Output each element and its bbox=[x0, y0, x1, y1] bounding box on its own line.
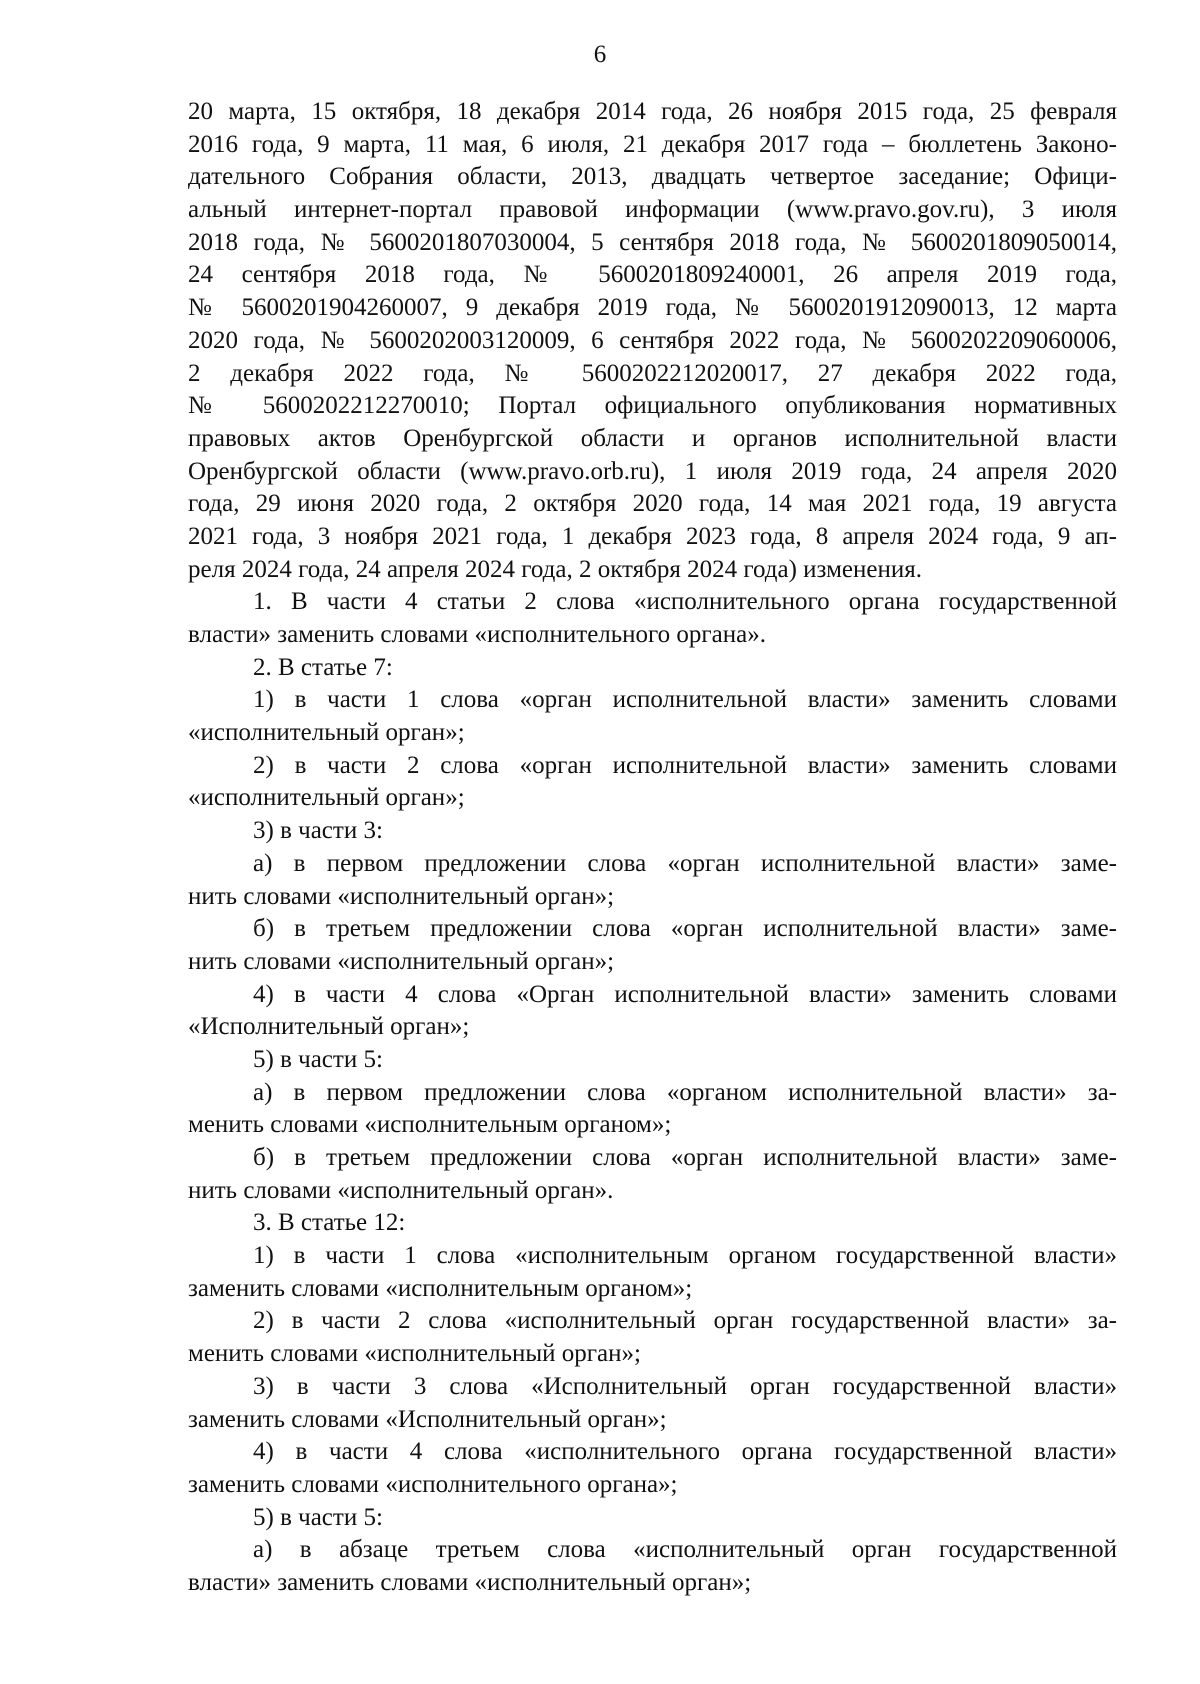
text-line: 2 декабря 2022 года, № 5600202212020017, 27 декабря 2022 года, bbox=[188, 359, 1117, 387]
text-line: «исполнительный орган»; bbox=[188, 784, 465, 812]
text-line: «исполнительный орган»; bbox=[188, 719, 465, 747]
text-line: менить словами «исполнительный орган»; bbox=[188, 1340, 641, 1368]
text-line: № 5600202212270010; Портал официального опубликования нормативных bbox=[188, 392, 1117, 420]
text-line: дательного Собрания области, 2013, двадцать четвертое заседание; Офици- bbox=[188, 163, 1117, 191]
text-line: а) в первом предложении слова «орган исполнительной власти» заме- bbox=[253, 849, 1117, 877]
text-line: № 5600201904260007, 9 декабря 2019 года, № 5600201912090013, 12 марта bbox=[188, 294, 1117, 322]
text-line: 2) в части 2 слова «исполнительный орган государственной власти» за- bbox=[253, 1307, 1117, 1335]
page-number: 6 bbox=[593, 41, 607, 68]
text-line: 5) в части 5: bbox=[253, 1503, 383, 1531]
text-line: Оренбургской области (www.pravo.orb.ru), 1 июля 2019 года, 24 апреля 2020 bbox=[188, 457, 1117, 485]
text-line: правовых актов Оренбургской области и органов исполнительной власти bbox=[188, 424, 1117, 452]
text-line: 5) в части 5: bbox=[253, 1045, 383, 1073]
text-line: заменить словами «исполнительным органом»; bbox=[188, 1274, 693, 1302]
text-line: 2021 года, 3 ноября 2021 года, 1 декабря 2023 года, 8 апреля 2024 года, 9 ап- bbox=[188, 522, 1117, 550]
text-line: менить словами «исполнительным органом»; bbox=[188, 1111, 672, 1139]
text-line: 3) в части 3 слова «Исполнительный орган государственной власти» bbox=[253, 1372, 1117, 1400]
text-line: 1. В части 4 статьи 2 слова «исполнительного органа государственной bbox=[253, 588, 1117, 616]
text-line: б) в третьем предложении слова «орган исполнительной власти» заме- bbox=[253, 1144, 1117, 1171]
text-line: 4) в части 4 слова «Орган исполнительной власти» заменить словами bbox=[253, 980, 1117, 1008]
document-body bbox=[188, 96, 1117, 1600]
text-line: власти» заменить словами «исполнительный орган»; bbox=[188, 1568, 752, 1596]
text-line: 2) в части 2 слова «орган исполнительной власти» заменить словами bbox=[253, 751, 1117, 779]
text-line: 3) в части 3: bbox=[253, 817, 383, 845]
text-line: б) в третьем предложении слова «орган исполнительной власти» заме- bbox=[253, 915, 1117, 943]
text-line: власти» заменить словами «исполнительного органа». bbox=[188, 621, 767, 648]
text-line: нить словами «исполнительный орган». bbox=[188, 1176, 614, 1204]
text-line: года, 29 июня 2020 года, 2 октября 2020 года, 14 мая 2021 года, 19 августа bbox=[188, 490, 1117, 518]
text-line: реля 2024 года, 24 апреля 2024 года, 2 октября 2024 года) изменения. bbox=[188, 555, 922, 583]
text-line: 1) в части 1 слова «исполнительным органом государственной власти» bbox=[253, 1242, 1117, 1270]
text-line: заменить словами «исполнительного органа»; bbox=[188, 1470, 678, 1498]
text-line: нить словами «исполнительный орган»; bbox=[188, 947, 615, 975]
text-line: альный интернет-портал правовой информации (www.pravo.gov.ru), 3 июля bbox=[188, 196, 1117, 224]
text-line: 2. В статье 7: bbox=[253, 653, 393, 681]
text-line: 3. В статье 12: bbox=[253, 1209, 406, 1237]
text-line: 24 сентября 2018 года, № 5600201809240001, 26 апреля 2019 года, bbox=[188, 261, 1117, 289]
text-line: а) в абзаце третьем слова «исполнительный орган государственной bbox=[253, 1536, 1117, 1564]
text-line: 2020 года, № 5600202003120009, 6 сентября 2022 года, № 5600202209060006, bbox=[188, 326, 1117, 354]
text-line: 2018 года, № 5600201807030004, 5 сентября 2018 года, № 5600201809050014, bbox=[188, 228, 1117, 256]
text-line: а) в первом предложении слова «органом исполнительной власти» за- bbox=[253, 1078, 1117, 1106]
text-line: заменить словами «Исполнительный орган»; bbox=[188, 1405, 667, 1433]
text-line: 1) в части 1 слова «орган исполнительной власти» заменить словами bbox=[253, 686, 1117, 714]
text-line: 4) в части 4 слова «исполнительного органа государственной власти» bbox=[253, 1438, 1117, 1466]
text-line: «Исполнительный орган»; bbox=[188, 1013, 470, 1041]
text-line: 20 марта, 15 октября, 18 декабря 2014 года, 26 ноября 2015 года, 25 февраля bbox=[188, 98, 1117, 125]
text-line: 2016 года, 9 марта, 11 мая, 6 июля, 21 декабря 2017 года – бюллетень Законо- bbox=[188, 130, 1117, 158]
text-line: нить словами «исполнительный орган»; bbox=[188, 882, 615, 910]
